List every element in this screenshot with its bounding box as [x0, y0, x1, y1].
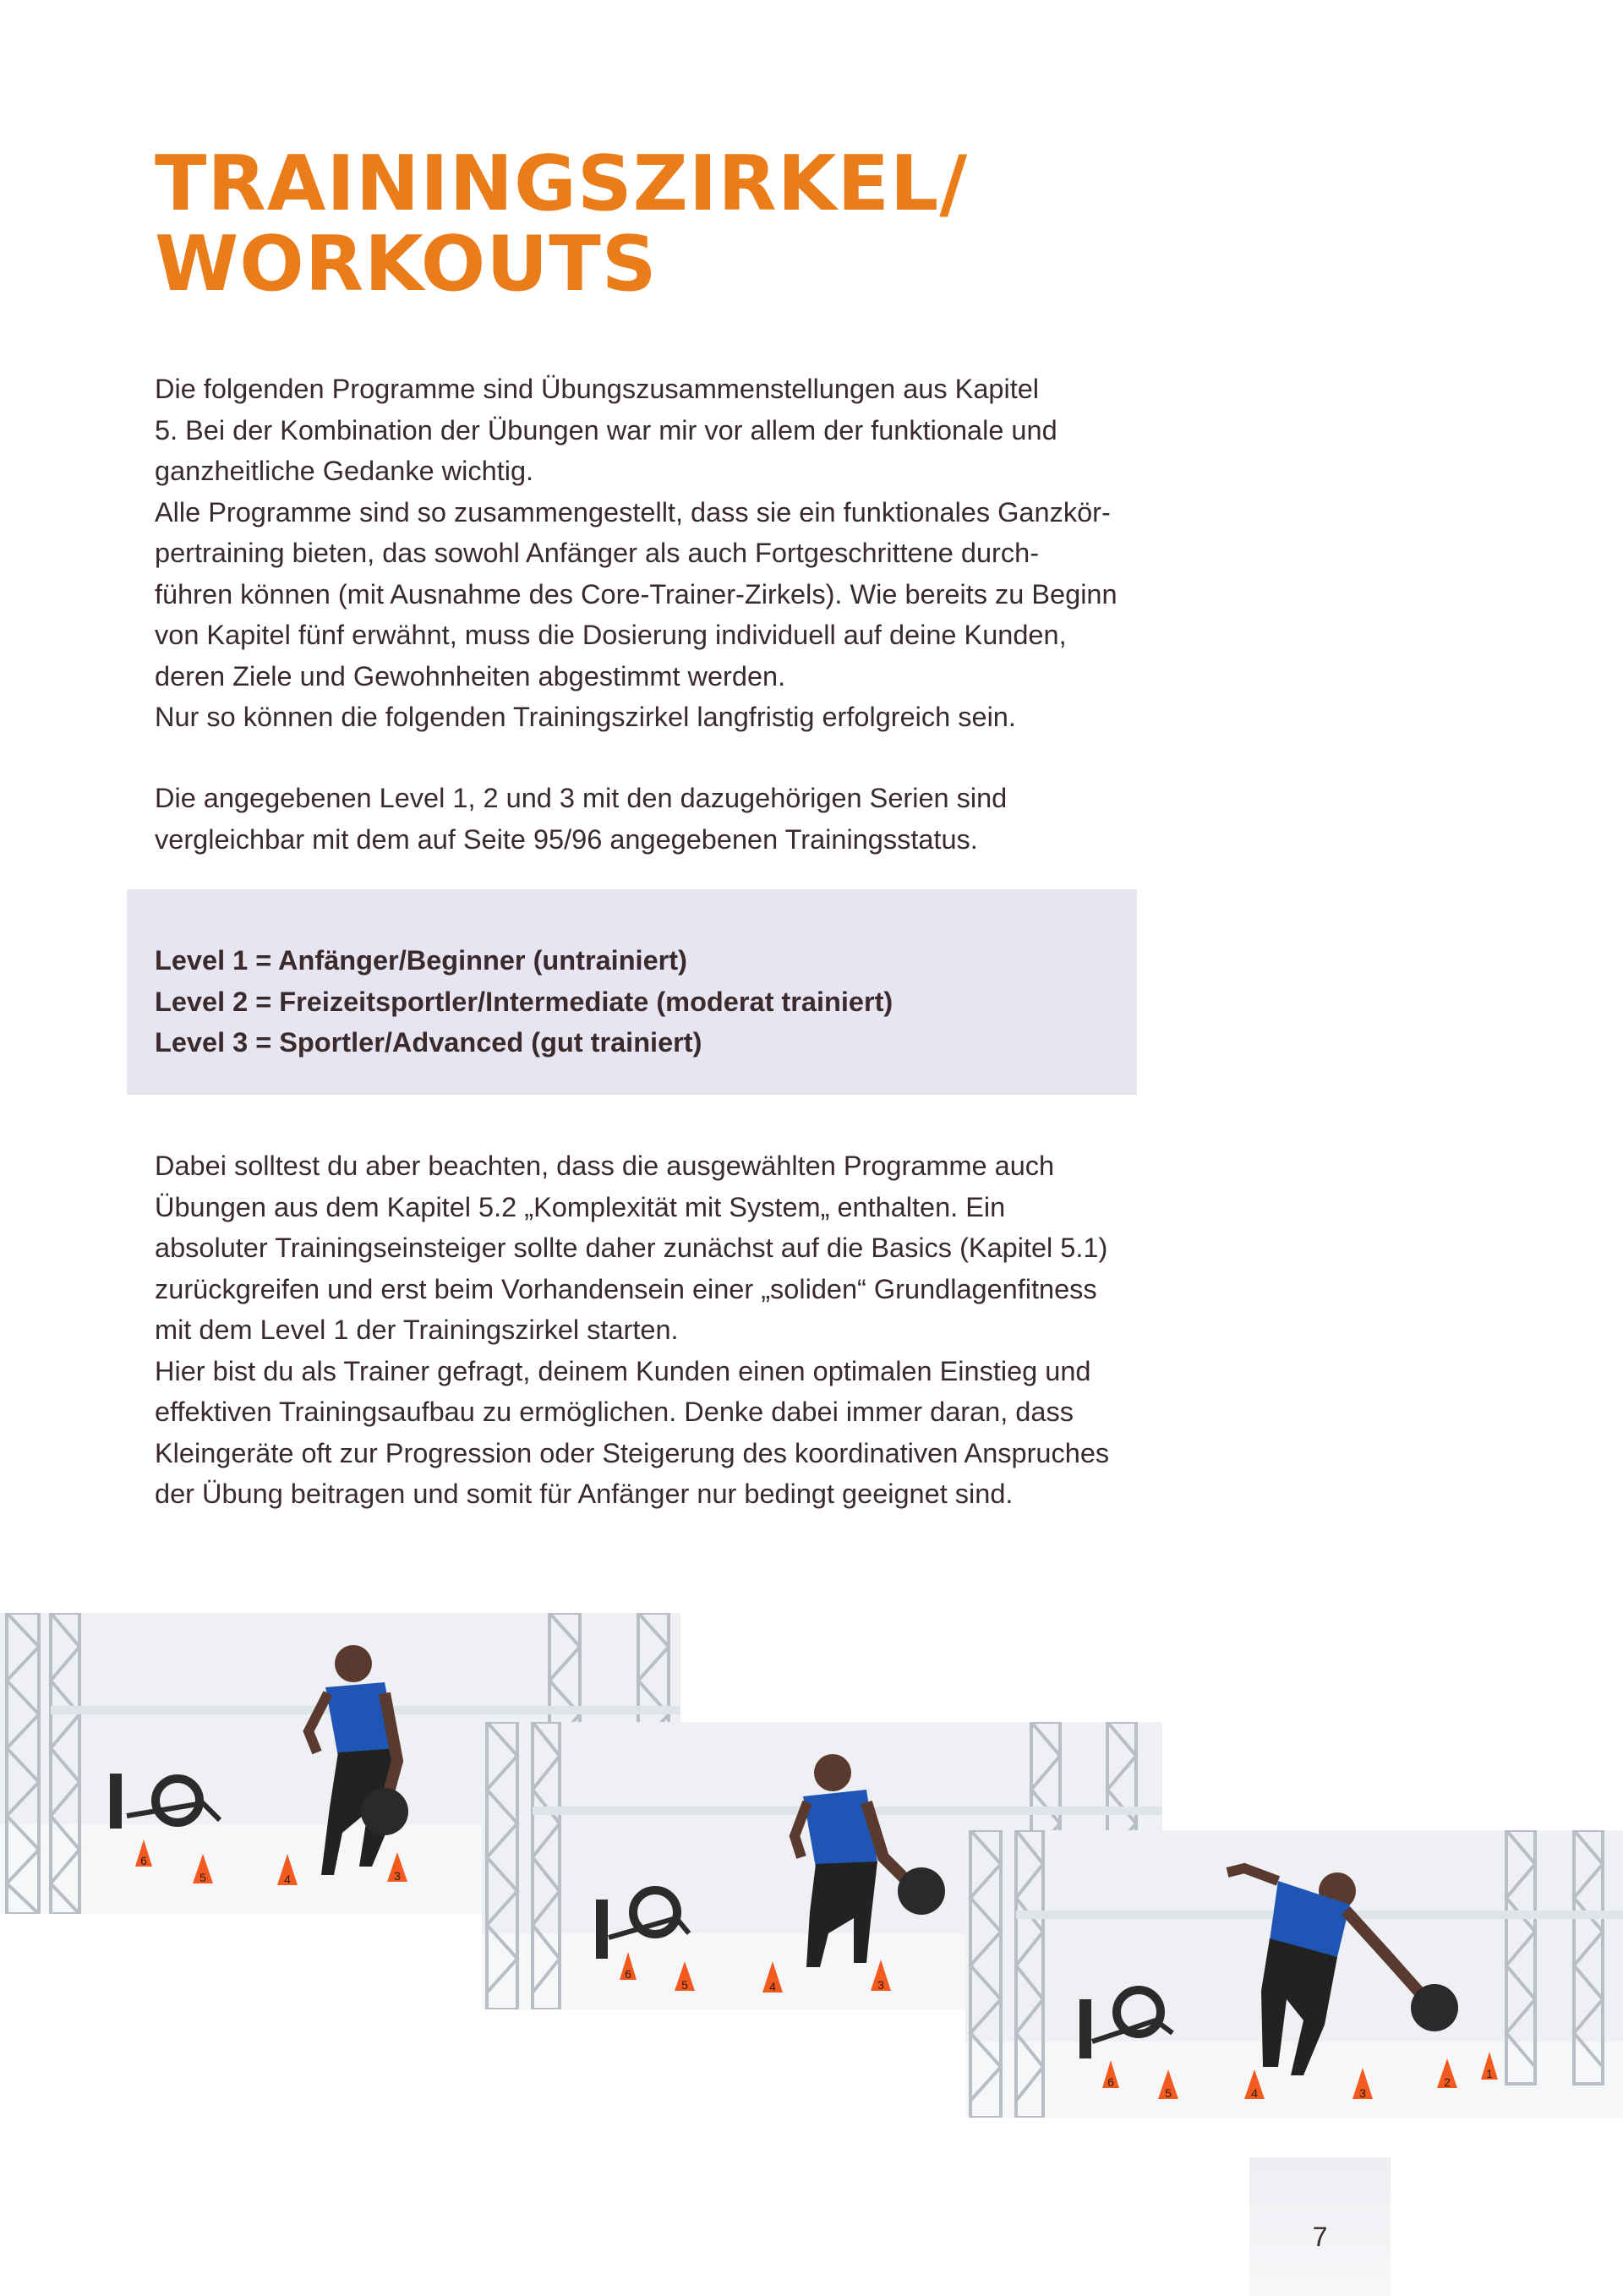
cone-label: 4: [284, 1872, 291, 1886]
cone-label: 1: [1486, 2067, 1493, 2080]
page-number-tab: [1249, 2157, 1391, 2296]
cone-label: 2: [1444, 2075, 1451, 2089]
level-2-definition: Level 2 = Freizeitsportler/Intermediate (moderat trainiert): [155, 986, 893, 1017]
levels-note-line: Die angegebenen Level 1, 2 und 3 mit den dazugehörigen Serien sind: [155, 783, 1008, 813]
intro-line: deren Ziele und Gewohnheiten abgestimmt werden.: [155, 660, 786, 692]
level-3-definition: Level 3 = Sportler/Advanced (gut trainiert): [155, 1027, 702, 1058]
cone-label: 5: [199, 1871, 206, 1884]
level-definition-box: [127, 889, 1137, 1095]
advice-line: Kleingeräte oft zur Progression oder Steigerung des koordinativen Anspruches: [155, 1437, 1110, 1468]
intro-line: 5. Bei der Kombination der Übungen war mir vor allem der funktionale und: [155, 414, 1057, 446]
cone-label: 5: [681, 1978, 688, 1992]
cone-label: 5: [1165, 2086, 1172, 2100]
intro-line: ganzheitliche Gedanke wichtig.: [155, 456, 534, 486]
cone-label: 3: [877, 1978, 884, 1992]
cone-label: 6: [625, 1967, 631, 1981]
intro-line: pertraining bieten, das sowohl Anfänger als auch Fortgeschrittene durch-: [155, 538, 1040, 568]
page-title-line-1: TRAININGSZIRKEL/: [155, 139, 969, 228]
advice-line: mit dem Level 1 der Trainingszirkel starten.: [155, 1315, 679, 1345]
intro-line: Nur so können die folgenden Trainingszirkel langfristig erfolgreich sein.: [155, 702, 1016, 732]
advice-line: absoluter Trainingseinsteiger sollte daher zunächst auf die Basics (Kapitel 5.1): [155, 1233, 1108, 1263]
cone-label: 4: [769, 1980, 776, 1993]
levels-note-paragraph: [155, 778, 1161, 860]
advice-line: Übungen aus dem Kapitel 5.2 „Komplexität mit System„ enthalten. Ein: [155, 1191, 1006, 1222]
exercise-photo-3-image: [965, 1830, 1623, 2118]
page-number: 7: [1312, 2222, 1328, 2252]
levels-note-line: vergleichbar mit dem auf Seite 95/96 angegebenen Trainingsstatus.: [155, 823, 978, 855]
page-title: [155, 139, 969, 309]
advice-line: zurückgreifen und erst beim Vorhandensein einer „soliden“ Grundlagenfitness: [155, 1273, 1097, 1304]
intro-line: von Kapitel fünf erwähnt, muss die Dosierung individuell auf deine Kunden,: [155, 620, 1067, 650]
advice-paragraph: [155, 1145, 1161, 1515]
advice-line: Hier bist du als Trainer gefragt, deinem Kunden einen optimalen Einstieg und: [155, 1355, 1091, 1386]
advice-line: effektiven Trainingsaufbau zu ermöglichen. Denke dabei immer daran, dass: [155, 1397, 1074, 1427]
cone-label: 6: [140, 1854, 147, 1867]
level-1-definition: Level 1 = Anfänger/Beginner (untrainiert): [155, 945, 687, 976]
page-title-line-2: WORKOUTS: [155, 220, 658, 309]
exercise-photo-3: [965, 1830, 1623, 2118]
intro-line: Die folgenden Programme sind Übungszusammenstellungen aus Kapitel: [155, 374, 1040, 404]
cone-label: 3: [1359, 2086, 1366, 2100]
cone-label: 6: [1107, 2075, 1114, 2089]
cone-label: 4: [1251, 2086, 1258, 2100]
intro-line: Alle Programme sind so zusammengestellt, dass sie ein funktionales Ganzkör-: [155, 496, 1111, 528]
advice-line: der Übung beitragen und somit für Anfänger nur bedingt geeignet sind.: [155, 1479, 1014, 1509]
intro-line: führen können (mit Ausnahme des Core-Trainer-Zirkels). Wie bereits zu Beginn: [155, 578, 1118, 610]
intro-paragraph: [155, 369, 1161, 738]
advice-line: Dabei solltest du aber beachten, dass die ausgewählten Programme auch: [155, 1151, 1055, 1181]
cone-label: 3: [394, 1869, 401, 1883]
